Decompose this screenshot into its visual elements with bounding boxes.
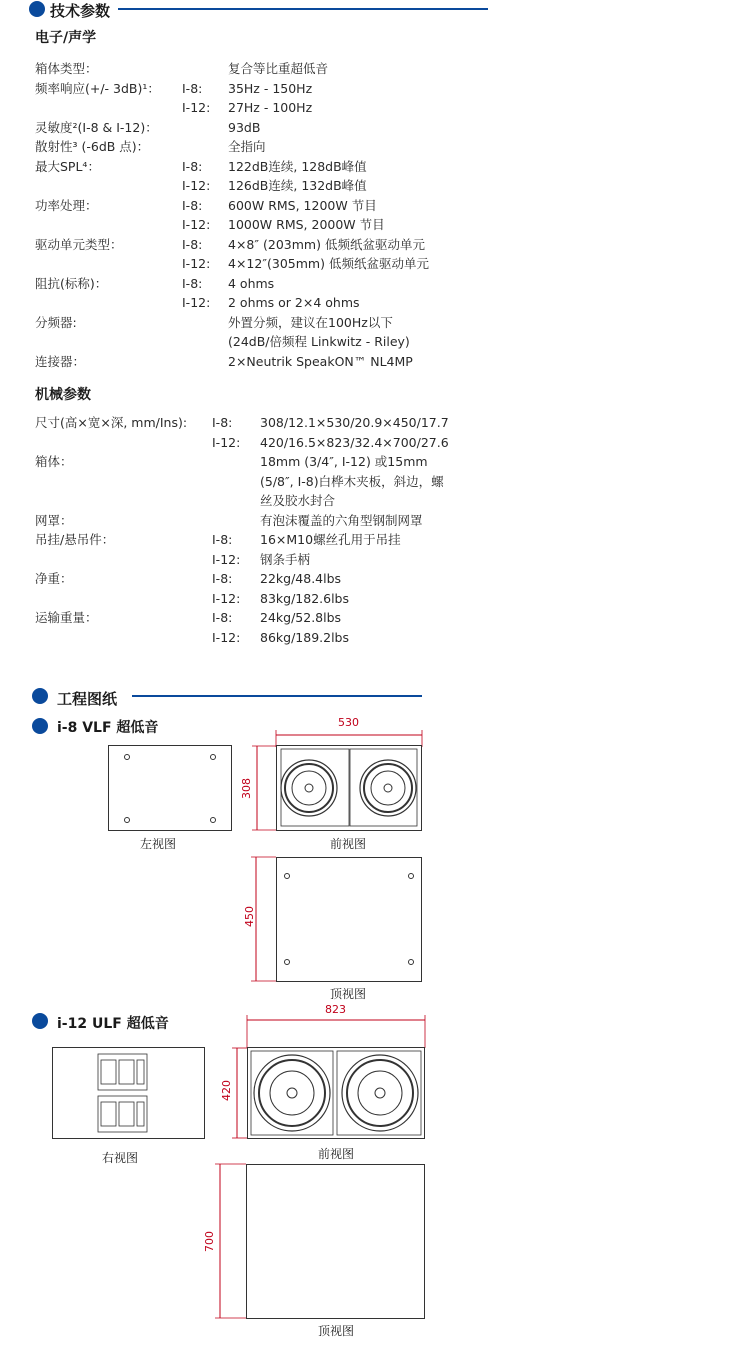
spec-value: 600W RMS, 1200W 节目 — [228, 197, 377, 213]
spec-row — [0, 413, 750, 433]
spec-row — [0, 196, 750, 216]
spec-row — [0, 332, 750, 352]
i8-top-view — [250, 856, 425, 984]
spec-value: 2 ohms or 2×4 ohms — [228, 295, 360, 310]
spec-value: 308/12.1×530/20.9×450/17.7 — [260, 415, 449, 430]
i8-title: i-8 VLF 超低音 — [57, 720, 159, 736]
spec-value: (24dB/倍频程 Linkwitz - Riley) — [228, 334, 410, 349]
spec-model: I-8: — [182, 80, 203, 96]
spec-value: 126dB连续, 132dB峰值 — [228, 178, 367, 193]
spec-row — [0, 215, 750, 235]
spec-row — [0, 530, 750, 550]
i8-top-caption: 顶视图 — [329, 987, 367, 1001]
spec-value: 外置分频，建议在100Hz以下 — [228, 314, 393, 330]
spec-value: 4×12″(305mm) 低频纸盆驱动单元 — [228, 256, 429, 271]
spec-label: 尺寸(高×宽×深, mm/Ins): — [35, 415, 188, 430]
spec-value: 有泡沫覆盖的六角型钢制网罩 — [260, 512, 423, 528]
spec-row — [0, 491, 750, 511]
spec-row — [0, 59, 750, 79]
i8-front-caption: 前视图 — [329, 837, 367, 851]
i8-width-dim: 530 — [338, 716, 359, 729]
spec-label: 散射性³ (-6dB 点)： — [35, 139, 150, 154]
section-bullet-icon — [32, 1013, 48, 1029]
i8-front-view — [240, 727, 430, 835]
spec-row — [0, 433, 750, 453]
spec-value: 丝及胶水封合 — [260, 493, 336, 508]
section-bullet-icon — [32, 688, 48, 704]
spec-label: 箱体类型： — [35, 61, 98, 76]
spec-row — [0, 608, 750, 628]
i12-right-caption: 右视图 — [101, 1151, 139, 1165]
spec-model: I-8: — [212, 571, 233, 586]
spec-label: 箱体： — [35, 454, 73, 469]
spec-label: 连接器： — [35, 353, 86, 369]
spec-model: I-8: — [212, 415, 233, 430]
spec-model: I-12: — [182, 100, 211, 115]
spec-row — [0, 235, 750, 255]
i8-left-view — [108, 745, 232, 831]
spec-model: I-8: — [212, 610, 233, 625]
spec-row — [0, 352, 750, 372]
spec-value: 钢条手柄 — [260, 551, 311, 567]
i12-top-view — [214, 1163, 428, 1321]
spec-row — [0, 274, 750, 294]
spec-value: 27Hz - 100Hz — [228, 100, 313, 115]
spec-row — [0, 137, 750, 157]
i8-height-dim: 308 — [240, 778, 253, 799]
spec-row — [0, 293, 750, 313]
spec-row — [0, 569, 750, 589]
spec-label: 驱动单元类型： — [35, 236, 123, 252]
spec-row — [0, 98, 750, 118]
i12-title: i-12 ULF 超低音 — [57, 1016, 169, 1032]
spec-value: (5/8″, I-8)白桦木夹板，斜边，螺 — [260, 473, 444, 489]
spec-label: 最大SPL⁴： — [35, 158, 100, 174]
spec-row — [0, 79, 750, 99]
spec-label: 灵敏度²(I-8 & I-12)： — [35, 119, 158, 135]
spec-value: 86kg/189.2lbs — [260, 629, 349, 645]
i8-depth-dim: 450 — [243, 906, 256, 927]
spec-value: 4 ohms — [228, 275, 275, 291]
spec-model: I-8: — [182, 236, 203, 252]
spec-row — [0, 472, 750, 492]
spec-value: 93dB — [228, 119, 261, 135]
i8-left-caption: 左视图 — [139, 837, 177, 851]
spec-row — [0, 589, 750, 609]
mechanical-heading: 机械参数 — [35, 387, 91, 403]
spec-model: I-12: — [182, 295, 211, 310]
spec-model: I-12: — [182, 178, 211, 193]
spec-model: I-8: — [212, 532, 233, 547]
spec-model: I-12: — [212, 629, 241, 645]
spec-row — [0, 511, 750, 531]
spec-model: I-8: — [182, 275, 203, 291]
spec-row — [0, 550, 750, 570]
section-bullet-icon — [29, 1, 45, 17]
electronic-heading: 电子/声学 — [35, 30, 97, 46]
spec-row — [0, 118, 750, 138]
spec-value: 122dB连续, 128dB峰值 — [228, 158, 367, 174]
i12-top-caption: 顶视图 — [317, 1324, 355, 1338]
spec-value: 83kg/182.6lbs — [260, 590, 349, 606]
spec-value: 22kg/48.4lbs — [260, 571, 342, 586]
spec-value: 4×8″ (203mm) 低频纸盆驱动单元 — [228, 236, 425, 252]
spec-model: I-12: — [212, 434, 241, 450]
spec-label: 分频器: — [35, 314, 77, 330]
tech-section-title: 技术参数 — [50, 2, 111, 20]
spec-label: 频率响应(+/- 3dB)¹： — [35, 80, 160, 96]
section-rule — [132, 695, 422, 697]
spec-model: I-12: — [182, 256, 211, 271]
spec-label: 净重： — [35, 571, 73, 586]
i12-depth-dim: 700 — [203, 1231, 216, 1252]
spec-model: I-12: — [212, 551, 241, 567]
spec-row — [0, 452, 750, 472]
drawings-section-title: 工程图纸 — [57, 690, 118, 708]
i12-front-caption: 前视图 — [317, 1147, 355, 1161]
spec-label: 网罩： — [35, 512, 73, 528]
i12-front-view — [230, 1014, 430, 1142]
spec-value: 全指向 — [228, 139, 266, 154]
spec-model: I-8: — [182, 197, 203, 213]
spec-label: 运输重量： — [35, 610, 98, 625]
spec-value: 1000W RMS, 2000W 节目 — [228, 217, 385, 232]
i12-height-dim: 420 — [220, 1080, 233, 1101]
spec-value: 16×M10螺丝孔用于吊挂 — [260, 532, 401, 547]
spec-row — [0, 313, 750, 333]
section-bullet-icon — [32, 718, 48, 734]
spec-value: 420/16.5×823/32.4×700/27.6 — [260, 434, 449, 450]
spec-label: 阻抗(标称)： — [35, 275, 108, 291]
spec-value: 24kg/52.8lbs — [260, 610, 342, 625]
spec-label: 吊挂/悬吊件： — [35, 532, 115, 547]
spec-label: 功率处理： — [35, 197, 98, 213]
spec-row — [0, 176, 750, 196]
spec-row — [0, 157, 750, 177]
spec-row — [0, 628, 750, 648]
i12-width-dim: 823 — [325, 1003, 346, 1016]
spec-row — [0, 254, 750, 274]
spec-value: 18mm (3/4″, I-12) 或15mm — [260, 454, 428, 469]
spec-model: I-8: — [182, 158, 203, 174]
spec-model: I-12: — [182, 217, 211, 232]
spec-model: I-12: — [212, 590, 241, 606]
spec-value: 复合等比重超低音 — [228, 61, 329, 76]
i12-right-view — [52, 1047, 205, 1139]
section-rule — [118, 8, 488, 10]
spec-value: 35Hz - 150Hz — [228, 80, 313, 96]
spec-value: 2×Neutrik SpeakON™ NL4MP — [228, 353, 413, 369]
